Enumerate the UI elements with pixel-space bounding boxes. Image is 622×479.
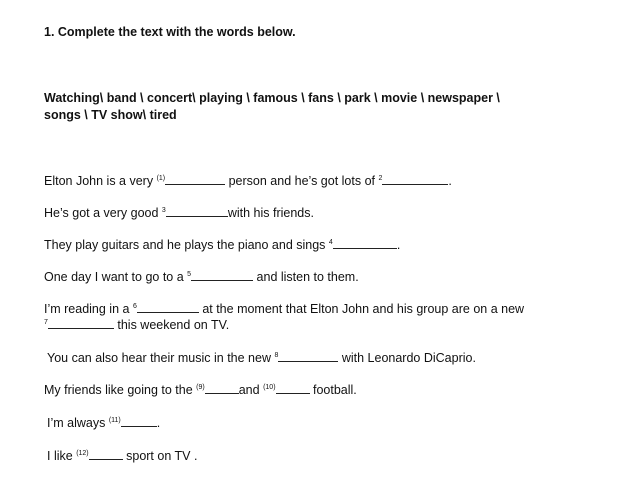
sentence-4 xyxy=(44,270,359,284)
blank-number: (12) xyxy=(76,449,89,457)
sentence-text: You can also hear their music in the new xyxy=(47,351,275,365)
blank-number: 8 xyxy=(274,351,279,359)
sentence-text: They play guitars and he plays the piano and sings xyxy=(44,238,329,252)
sentence-7 xyxy=(44,383,357,397)
blank-number: (10) xyxy=(263,383,276,391)
sentence-1 xyxy=(44,174,452,188)
exercise-title: 1. Complete the text with the words below. xyxy=(44,25,296,39)
sentence-text: sport on TV . xyxy=(122,449,198,463)
blank-number: 5 xyxy=(187,270,192,278)
sentence-text: I’m reading in a xyxy=(44,302,133,316)
sentence-text: with Leonardo DiCaprio. xyxy=(338,351,476,365)
sentence-text: I’m always xyxy=(47,416,109,430)
blank-number: 2 xyxy=(378,174,383,182)
sentence-2 xyxy=(44,206,314,220)
blank-number: (9) xyxy=(196,383,205,391)
sentence-text: I like xyxy=(47,449,77,463)
answer-blank[interactable] xyxy=(165,174,225,185)
word-bank-line-2: songs \ TV show\ tired xyxy=(44,108,177,122)
answer-blank[interactable] xyxy=(191,270,253,281)
sentence-text: . xyxy=(448,174,452,188)
answer-blank[interactable] xyxy=(278,351,338,362)
word-bank-line-1: Watching\ band \ concert\ playing \ famous \ fans \ park \ movie \ newspaper \ xyxy=(44,91,500,105)
blank-number: 6 xyxy=(132,302,137,310)
sentence-text: My friends like going to the xyxy=(44,383,197,397)
answer-blank[interactable] xyxy=(276,383,310,394)
answer-blank[interactable] xyxy=(121,416,157,427)
sentence-8 xyxy=(47,416,160,430)
sentence-text: . xyxy=(396,238,401,252)
blank-number: (11) xyxy=(108,416,121,424)
sentence-text: Elton John is a very xyxy=(44,174,157,188)
sentence-text: . xyxy=(156,416,161,430)
sentence-text: He’s got a very good xyxy=(44,206,162,220)
sentence-text: and listen to them. xyxy=(253,270,359,284)
sentence-text: at the moment that Elton John and his group are on a new xyxy=(198,302,525,316)
sentence-6 xyxy=(47,351,476,365)
sentence-5-continued xyxy=(44,318,229,332)
answer-blank[interactable] xyxy=(166,206,228,217)
answer-blank[interactable] xyxy=(382,174,448,185)
answer-blank[interactable] xyxy=(48,318,114,329)
blank-number: 4 xyxy=(328,238,333,246)
blank-number: 7 xyxy=(44,318,48,326)
answer-blank[interactable] xyxy=(89,449,123,460)
sentence-text: football. xyxy=(309,383,357,397)
sentence-text: with his friends. xyxy=(227,206,314,220)
answer-blank[interactable] xyxy=(333,238,397,249)
sentence-text: One day I want to go to a xyxy=(44,270,188,284)
sentence-text: person and he’s got lots of xyxy=(225,174,379,188)
sentence-3 xyxy=(44,238,400,252)
answer-blank[interactable] xyxy=(205,383,239,394)
sentence-text: this weekend on TV. xyxy=(113,318,230,332)
sentence-text: and xyxy=(238,383,264,397)
answer-blank[interactable] xyxy=(137,302,199,313)
sentence-5 xyxy=(44,302,524,316)
blank-number: (1) xyxy=(156,174,166,182)
blank-number: 3 xyxy=(161,206,166,214)
sentence-9 xyxy=(47,449,197,463)
